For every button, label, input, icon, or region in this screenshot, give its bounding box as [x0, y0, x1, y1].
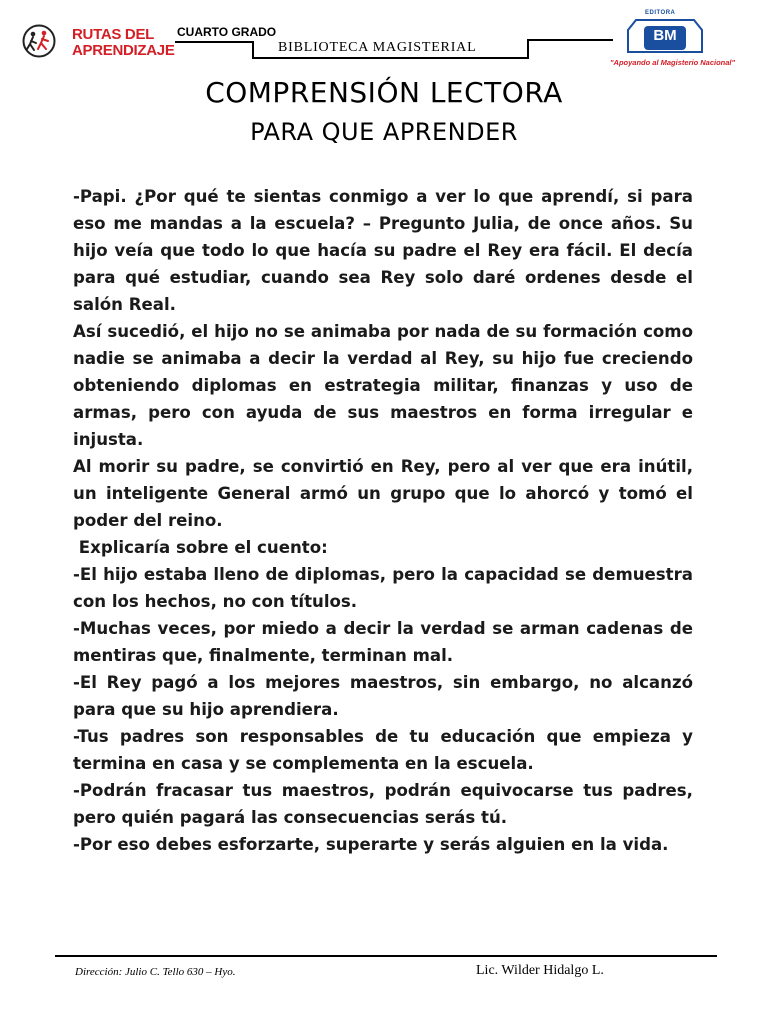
bm-label: BM: [653, 27, 677, 44]
bm-editora-label: EDITORA: [645, 10, 676, 16]
header-rule-vertical-left: [252, 41, 254, 58]
rutas-logo: [22, 22, 175, 62]
footer-author: Lic. Wilder Hidalgo L.: [476, 963, 604, 978]
page-title: COMPRENSIÓN LECTORA: [205, 76, 563, 109]
lesson-6: -Por eso debes esforzarte, superarte y serás alguien en la vida.: [73, 835, 669, 854]
logo-text-line1: RUTAS DEL: [72, 26, 155, 43]
library-title: BIBLIOTECA MAGISTERIAL: [278, 40, 477, 55]
grade-label: CUARTO GRADO: [177, 25, 277, 39]
lesson-5: -Podrán fracasar tus maestros, podrán equivocarse tus padres, pero quién pagará las consecuencias serás tú.: [73, 781, 693, 827]
lesson-2: -Muchas veces, por miedo a decir la verdad se arman cadenas de mentiras que, finalmente, terminan mal.: [73, 619, 693, 665]
lesson-1: -El hijo estaba lleno de diplomas, pero la capacidad se demuestra con los hechos, no con títulos.: [73, 565, 693, 611]
story-text: [73, 183, 693, 858]
header-rule-right: [527, 39, 613, 41]
footer-address: Dirección: Julio C. Tello 630 – Hyo.: [75, 966, 236, 978]
footer-rule: [55, 955, 717, 957]
lesson-3: -El Rey pagó a los mejores maestros, sin embargo, no alcanzó para que su hijo aprendiera.: [73, 673, 693, 719]
bm-logo: [610, 10, 736, 72]
lesson-4: -Tus padres son responsables de tu educación que empieza y termina en casa y se complementa en la escuela.: [73, 727, 693, 773]
logo-text-line2: APRENDIZAJE: [72, 42, 175, 59]
running-figures-icon: [22, 24, 56, 58]
paragraph-1: -Papi. ¿Por qué te sientas conmigo a ver lo que aprendí, si para eso me mandas a la escuela? – Pregunto Julia, de once años. Su hijo veía que todo lo que hacía su padre el Rey era fácil. El decía para qué estudiar, cuando sea Rey solo daré ordenes desde el salón Real.: [73, 187, 693, 314]
explanation-heading: Explicaría sobre el cuento:: [73, 538, 328, 557]
paragraph-3: Al morir su padre, se convirtió en Rey, pero al ver que era inútil, un inteligente General armó un grupo que lo ahorcó y tomó el poder del reino.: [73, 457, 693, 530]
header-rule-vertical-right: [527, 39, 529, 59]
header-rule-top: [175, 41, 253, 43]
page-subtitle: PARA QUE APRENDER: [250, 118, 518, 146]
bm-tagline: "Apoyando al Magisterio Nacional": [610, 58, 736, 67]
paragraph-2: Así sucedió, el hijo no se animaba por nada de su formación como nadie se animaba a decir la verdad al Rey, su hijo fue creciendo obteniendo diplomas en estrategia militar, finanzas y uso de armas, pero con ayuda de sus maestros en forma irregular e injusta.: [73, 322, 693, 449]
header-rule-bottom: [252, 57, 528, 59]
